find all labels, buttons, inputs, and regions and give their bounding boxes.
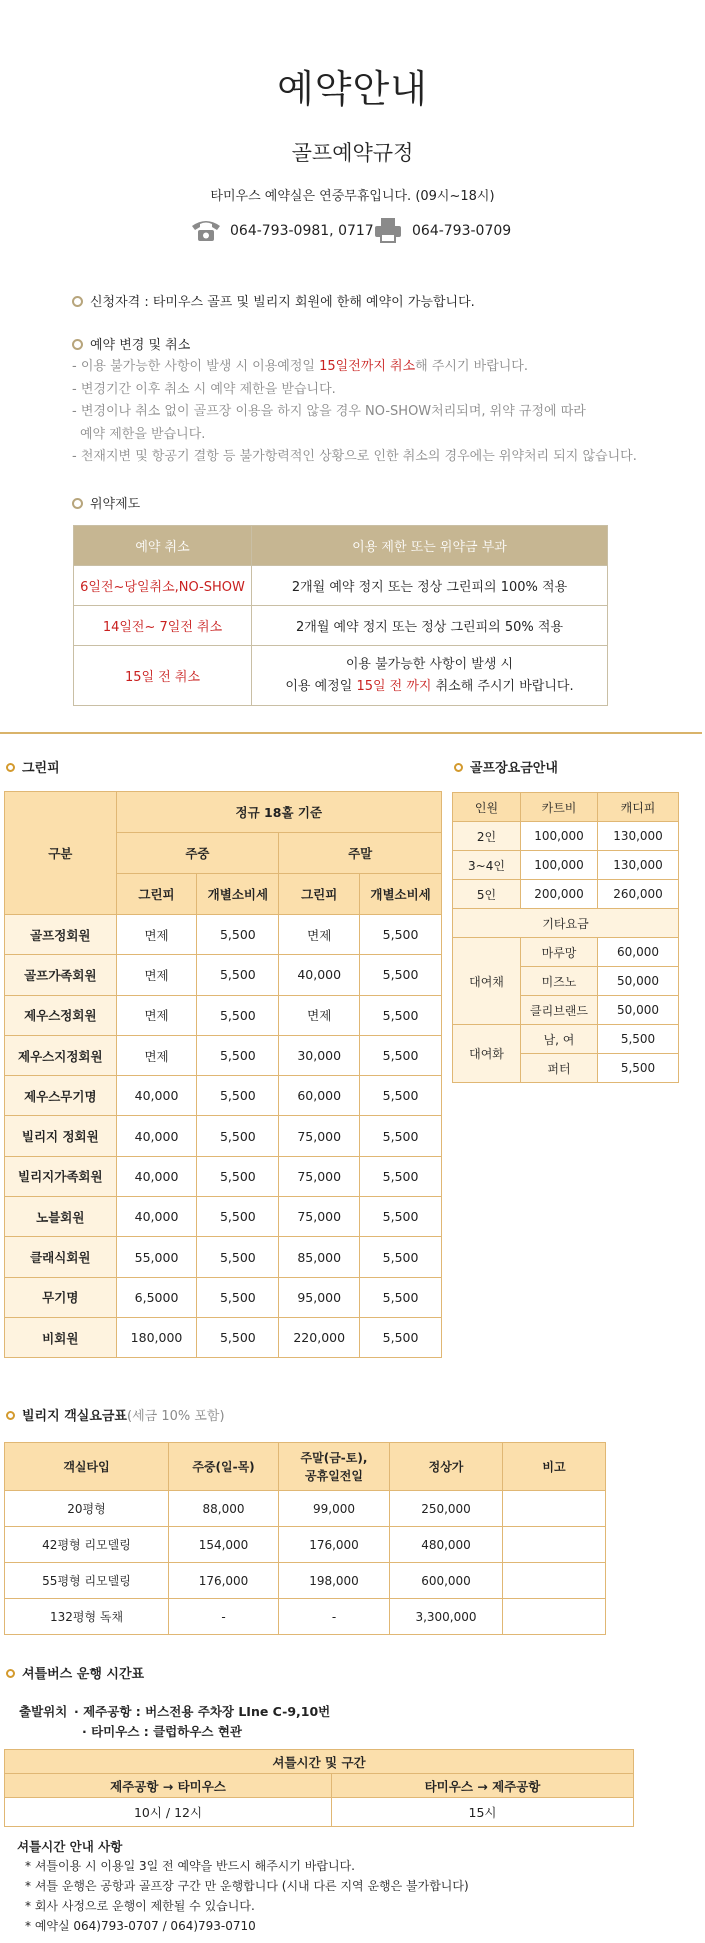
village-body [5,1491,606,1635]
table-cell: 2개월 예약 정지 또는 정상 그린피의 50% 적용 [252,606,608,646]
header-line: 공휴일전일 [305,1468,363,1483]
table-cell: 5,500 [197,1035,279,1075]
header-cell: 구분 [5,792,117,915]
table-cell: 154,000 [169,1527,279,1563]
header-cell: 그린피 [116,874,197,915]
table-cell: 5,500 [360,1035,442,1075]
penalty-heading: 위약제도 [90,497,141,512]
table-cell: 40,000 [279,955,360,995]
table-cell: 대여화 [453,1025,521,1083]
penalty-post: 취소해 주시기 바랍니다. [431,678,574,694]
table-cell: 빌리지가족회원 [5,1156,117,1196]
table-cell [252,646,608,706]
bullet-icon [72,498,83,509]
depart-tamius: · 타미우스 : 클럽하우스 현관 [82,1724,242,1739]
shuttle-table [4,1749,634,1827]
table-cell: 5,500 [360,1237,442,1277]
table-cell: 30,000 [279,1035,360,1075]
table-cell: 무기명 [5,1277,117,1317]
penalty-title [72,493,140,512]
table-cell: 클래식회원 [5,1237,117,1277]
table-cell: 75,000 [279,1156,360,1196]
table-cell: 5,500 [360,1277,442,1317]
header-cell: 예약 취소 [74,526,252,566]
table-cell: 5,500 [197,1277,279,1317]
table-row [5,1317,442,1357]
fax-icon [372,216,404,248]
greenfee-heading: 그린피 [22,761,60,776]
change-cancel-list [72,356,637,469]
table-cell: 면제 [116,955,197,995]
table-cell: 42평형 리모델링 [5,1527,169,1563]
table-row [453,880,679,909]
table-row [5,1750,634,1774]
table-row [74,566,608,606]
shuttle-heading: 셔틀버스 운행 시간표 [22,1667,145,1682]
header-line: 주말(금-토), [300,1450,368,1465]
table-cell: 250,000 [390,1491,503,1527]
table-cell: 75,000 [279,1197,360,1237]
hours-text: 타미우스 예약실은 연중무휴입니다. (09시~18시) [210,189,495,204]
table-cell: 176,000 [169,1563,279,1599]
table-cell: 6,5000 [116,1277,197,1317]
table-cell: 5,500 [197,915,279,955]
table-cell: 면제 [116,1035,197,1075]
bullet-icon [6,1411,15,1420]
table-cell: 480,000 [390,1527,503,1563]
table-cell: 5,500 [360,1076,442,1116]
header-cell: 주말 [279,833,442,874]
table-cell: 100,000 [521,851,598,880]
change-line-1 [72,356,637,379]
table-cell: 75,000 [279,1116,360,1156]
village-note: (세금 10% 포함) [127,1409,225,1424]
table-cell: 600,000 [390,1563,503,1599]
eligibility-text: 신청자격 : 타미우스 골프 및 빌리지 회원에 한해 예약이 가능합니다. [90,295,475,310]
header-cell: 정규 18홀 기준 [116,792,441,833]
table-cell: 빌리지 정회원 [5,1116,117,1156]
table-cell: 3~4인 [453,851,521,880]
table-cell: 5인 [453,880,521,909]
table-row [5,1798,634,1827]
table-cell: 클리브랜드 [521,996,598,1025]
list-item: * 예약실 064)793-0707 / 064)793-0710 [25,1919,256,1933]
table-cell [503,1527,606,1563]
table-row [5,915,442,955]
penalty-table [73,525,608,706]
phone-number[interactable]: 064-793-0981, 0717 [230,223,374,239]
table-cell: 골프정회원 [5,915,117,955]
fax-number: 064-793-0709 [412,223,512,239]
table-cell: 마루망 [521,938,598,967]
table-cell: 5,500 [197,1116,279,1156]
table-cell: 면제 [116,995,197,1035]
table-cell: 2개월 예약 정지 또는 정상 그린피의 100% 적용 [252,566,608,606]
table-cell: 5,500 [598,1054,679,1083]
table-cell: 85,000 [279,1237,360,1277]
change-cancel-title [72,334,190,353]
subtitle-wrap [0,137,705,167]
village-heading: 빌리지 객실요금표 [22,1409,127,1424]
table-cell: 제우스무기명 [5,1076,117,1116]
table-row [453,793,679,822]
village-table [4,1442,606,1635]
phone-icon [190,216,222,248]
table-cell: 88,000 [169,1491,279,1527]
table-cell [503,1491,606,1527]
table-cell: 골프가족회원 [5,955,117,995]
table-cell: 기타요금 [453,909,679,938]
line1-pre: - 이용 불가능한 사항이 발생 시 이용예정일 [72,359,320,374]
table-row [5,955,442,995]
table-cell: 198,000 [279,1563,390,1599]
bullet-icon [6,763,15,772]
header-cell: 개별소비세 [360,874,442,915]
header-cell: 그린피 [279,874,360,915]
table-cell: 5,500 [197,955,279,995]
table-cell: 15시 [332,1798,634,1827]
table-cell: 대여채 [453,938,521,1025]
table-cell: 5,500 [197,1317,279,1357]
list-item: * 셔틀이용 시 이용일 3일 전 예약을 반드시 해주시기 바랍니다. [25,1859,355,1873]
table-cell: 95,000 [279,1277,360,1317]
table-cell: 5,500 [360,955,442,995]
page-title: 예약안내 [277,67,428,111]
header-cell: 비고 [503,1443,606,1491]
table-row [5,1035,442,1075]
table-row [74,646,608,706]
list-item: * 회사 사정으로 운행이 제한될 수 있습니다. [25,1899,255,1913]
table-cell: 220,000 [279,1317,360,1357]
header-cell: 객실타입 [5,1443,169,1491]
table-cell: 2인 [453,822,521,851]
header-cell: 개별소비세 [197,874,279,915]
table-row [5,1774,634,1798]
table-cell: 3,300,000 [390,1599,503,1635]
table-cell: 99,000 [279,1491,390,1527]
table-cell: 미즈노 [521,967,598,996]
table-row [5,1491,606,1527]
table-cell: 면제 [279,995,360,1035]
table-cell: 5,500 [197,1076,279,1116]
change-cancel-heading: 예약 변경 및 취소 [90,338,191,353]
header-cell: 이용 제한 또는 위약금 부과 [252,526,608,566]
header-cell: 제주공항 → 타미우스 [5,1774,332,1798]
header-cell: 주중 [116,833,279,874]
table-row [5,1237,442,1277]
table-row [5,1599,606,1635]
table-cell: 5,500 [360,1156,442,1196]
table-cell: 제우스지정회원 [5,1035,117,1075]
table-cell: 면제 [116,915,197,955]
village-title [6,1405,225,1424]
table-row [5,1563,606,1599]
line1-post: 해 주시기 바랍니다. [415,359,529,374]
table-row [74,526,608,566]
fees-heading: 골프장요금안내 [470,761,558,776]
table-cell: 5,500 [360,915,442,955]
depart-label: 출발위치 [19,1704,68,1719]
change-line-4: - 천재지변 및 항공기 결항 등 불가항력적인 상황으로 인한 취소의 경우에는 위약처리 되지 않습니다. [72,449,637,464]
table-cell: 176,000 [279,1527,390,1563]
header-cell: 캐디피 [598,793,679,822]
table-cell: 132평형 독채 [5,1599,169,1635]
bullet-icon [454,763,463,772]
table-cell: 퍼터 [521,1054,598,1083]
table-row [453,909,679,938]
shuttle-title [6,1663,144,1682]
table-cell: 40,000 [116,1197,197,1237]
table-cell: 55평형 리모델링 [5,1563,169,1599]
table-row [5,1443,606,1491]
table-cell: 100,000 [521,822,598,851]
table-row [453,851,679,880]
table-cell: - [279,1599,390,1635]
fees-title [454,757,558,776]
table-row [453,822,679,851]
contact-row [190,216,530,246]
table-cell [503,1599,606,1635]
table-cell: 5,500 [598,1025,679,1054]
table-cell: 180,000 [116,1317,197,1357]
table-cell: 면제 [279,915,360,955]
penalty-red: 15일 전 까지 [356,678,432,694]
table-row [5,1116,442,1156]
table-cell: 5,500 [197,1237,279,1277]
table-cell: 60,000 [598,938,679,967]
line1-red: 15일전까지 취소 [319,359,416,374]
table-row [5,1527,606,1563]
section-divider [0,732,702,734]
fees-table [452,792,679,1083]
table-cell: 15일 전 취소 [74,646,252,706]
page-header [0,58,705,113]
table-cell: 40,000 [116,1156,197,1196]
table-cell: 제우스정회원 [5,995,117,1035]
penalty-line: 이용 불가능한 사항이 발생 시 [345,656,514,672]
table-cell: 5,500 [197,1156,279,1196]
header-cell: 인원 [453,793,521,822]
depart-jeju: · 제주공항 : 버스전용 주차장 LIne C-9,10번 [74,1704,331,1719]
table-cell: 10시 / 12시 [5,1798,332,1827]
change-line-3a: - 변경이나 취소 없이 골프장 이용을 하지 않을 경우 NO-SHOW처리되며, 위약 규정에 따라 [72,404,586,419]
table-cell: 40,000 [116,1116,197,1156]
table-cell: 50,000 [598,996,679,1025]
table-cell: 5,500 [197,995,279,1035]
table-row [5,1197,442,1237]
page-subtitle: 골프예약규정 [291,141,414,165]
table-cell: 5,500 [360,1317,442,1357]
table-cell: 6일전~당일취소,NO-SHOW [74,566,252,606]
eligibility [72,291,475,310]
table-cell [503,1563,606,1599]
greenfee-body [5,915,442,1358]
table-cell: - [169,1599,279,1635]
list-item: * 셔틀 운행은 공항과 골프장 구간 만 운행합니다 (시내 다른 지역 운행은 불가합니다) [25,1879,469,1893]
table-row [5,1076,442,1116]
header-cell [279,1443,390,1491]
table-cell: 130,000 [598,822,679,851]
table-cell: 노블회원 [5,1197,117,1237]
table-cell: 260,000 [598,880,679,909]
table-cell: 5,500 [360,995,442,1035]
greenfee-table [4,791,442,1358]
table-cell: 14일전~ 7일전 취소 [74,606,252,646]
table-row [5,995,442,1035]
table-row [453,1025,679,1054]
shuttle-notes-title: 셔틀시간 안내 사항 [17,1839,123,1854]
table-row [5,1277,442,1317]
table-cell: 5,500 [197,1197,279,1237]
shuttle-notes [25,1856,469,1936]
table-cell: 5,500 [360,1197,442,1237]
table-row [453,938,679,967]
header-cell: 정상가 [390,1443,503,1491]
change-line-2: - 변경기간 이후 취소 시 예약 제한을 받습니다. [72,381,336,397]
bullet-icon [6,1669,15,1678]
bullet-icon [72,339,83,350]
table-row [5,792,442,833]
header-cell: 타미우스 → 제주공항 [332,1774,634,1798]
table-cell: 50,000 [598,967,679,996]
penalty-line [252,676,607,698]
header-cell: 주중(일-목) [169,1443,279,1491]
table-row [74,606,608,646]
table-cell: 55,000 [116,1237,197,1277]
table-cell: 130,000 [598,851,679,880]
penalty-pre: 이용 예정일 [285,678,357,694]
header-cell: 카트비 [521,793,598,822]
bullet-icon [72,296,83,307]
table-cell: 200,000 [521,880,598,909]
greenfee-title [6,757,60,776]
table-cell: 20평형 [5,1491,169,1527]
header-cell: 셔틀시간 및 구간 [5,1750,634,1774]
table-cell: 비회원 [5,1317,117,1357]
table-cell: 남, 여 [521,1025,598,1054]
table-cell: 40,000 [116,1076,197,1116]
change-line-3b: 예약 제한을 받습니다. [80,426,206,442]
table-cell: 60,000 [279,1076,360,1116]
table-row [5,1156,442,1196]
table-cell: 5,500 [360,1116,442,1156]
